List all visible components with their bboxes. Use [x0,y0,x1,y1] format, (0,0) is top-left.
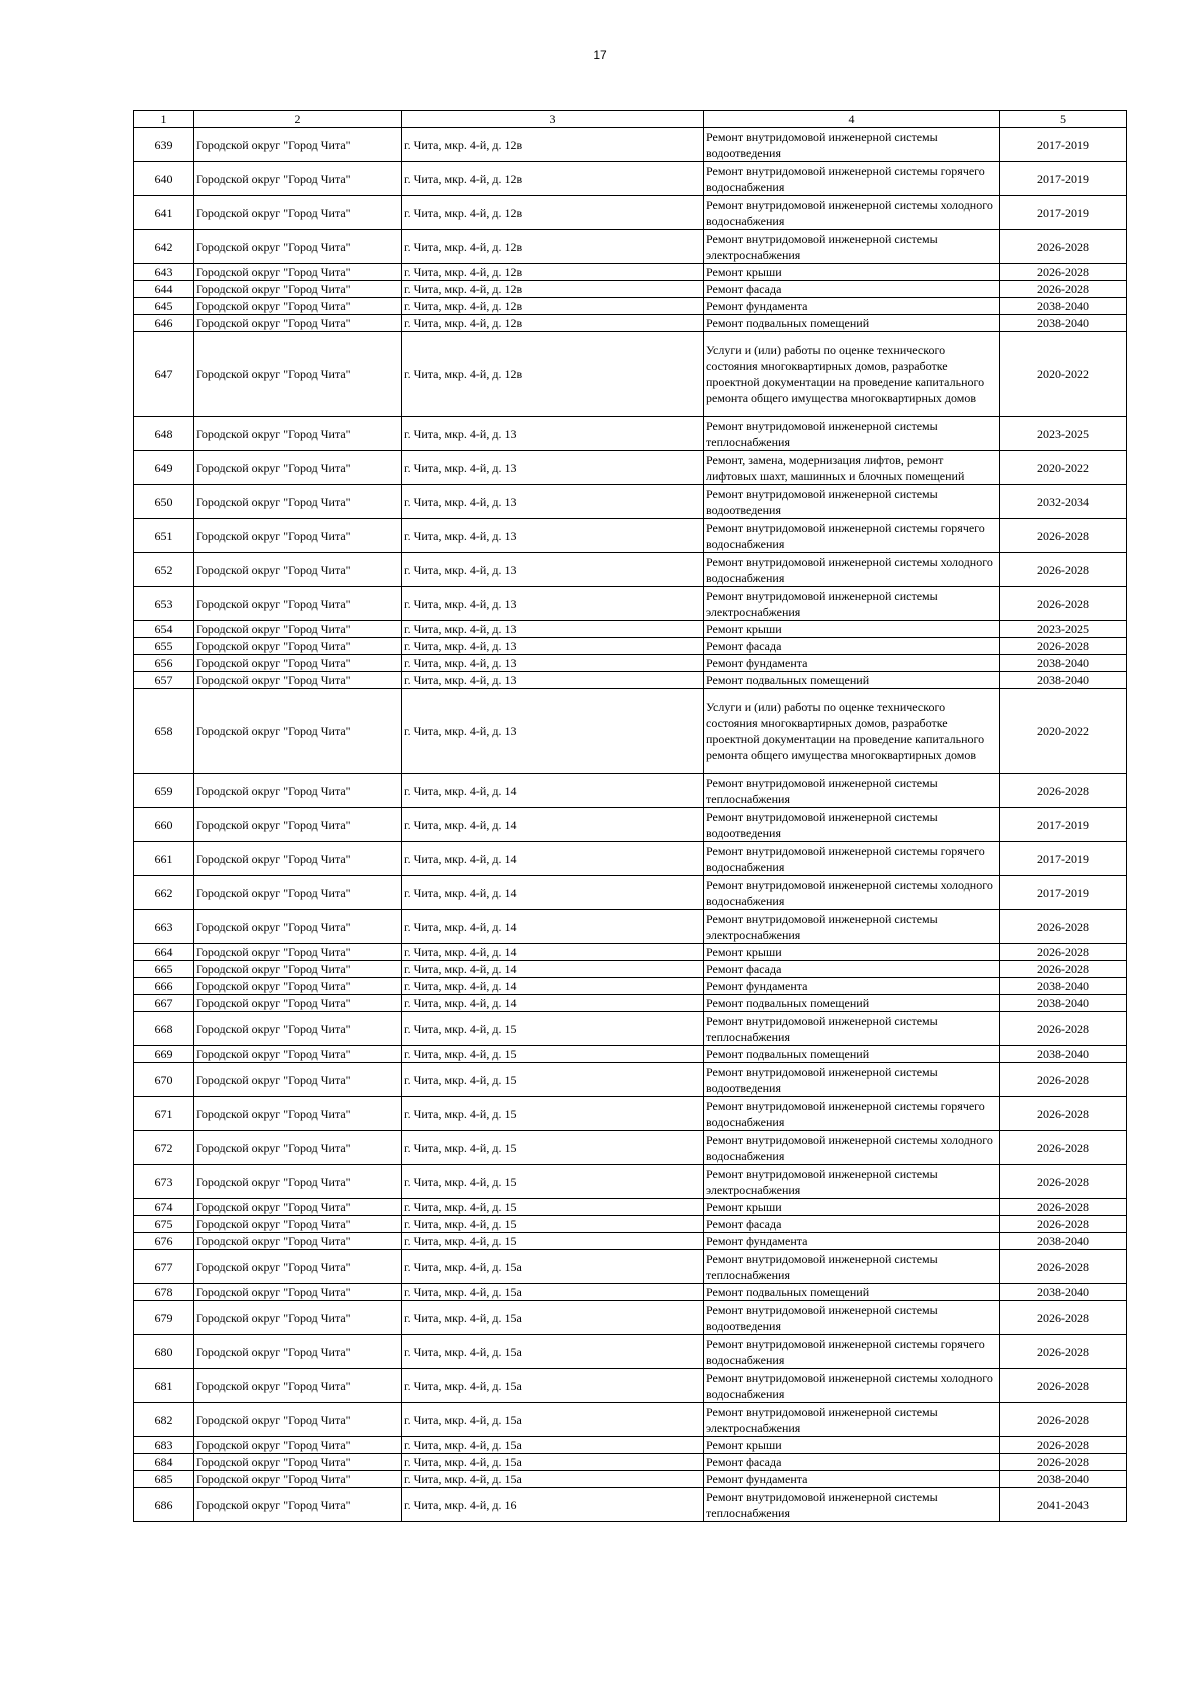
row-number: 675 [134,1216,194,1233]
municipality-cell: Городской округ "Город Чита" [194,1369,402,1403]
work-type-cell: Ремонт внутридомовой инженерной системы электроснабжения [704,910,1000,944]
row-number: 645 [134,298,194,315]
address-cell: г. Чита, мкр. 4-й, д. 13 [402,451,704,485]
address-cell: г. Чита, мкр. 4-й, д. 12в [402,298,704,315]
table-row [134,162,1127,196]
work-type-cell: Ремонт фундамента [704,1471,1000,1488]
address-cell: г. Чита, мкр. 4-й, д. 12в [402,128,704,162]
address-cell: г. Чита, мкр. 4-й, д. 15а [402,1454,704,1471]
municipality-cell: Городской округ "Город Чита" [194,315,402,332]
row-number: 674 [134,1199,194,1216]
row-number: 639 [134,128,194,162]
municipality-cell: Городской округ "Город Чита" [194,1250,402,1284]
work-type-cell: Ремонт внутридомовой инженерной системы водоотведения [704,808,1000,842]
address-cell: г. Чита, мкр. 4-й, д. 14 [402,842,704,876]
work-type-cell: Ремонт фасада [704,638,1000,655]
address-cell: г. Чита, мкр. 4-й, д. 15 [402,1165,704,1199]
municipality-cell: Городской округ "Город Чита" [194,298,402,315]
table-row [134,961,1127,978]
period-cell: 2038-2040 [1000,978,1127,995]
work-type-cell: Ремонт фасада [704,1216,1000,1233]
column-header-1: 1 [134,111,194,128]
row-number: 673 [134,1165,194,1199]
period-cell: 2038-2040 [1000,995,1127,1012]
address-cell: г. Чита, мкр. 4-й, д. 12в [402,332,704,417]
row-number: 654 [134,621,194,638]
table-row [134,995,1127,1012]
municipality-cell: Городской округ "Город Чита" [194,1471,402,1488]
municipality-cell: Городской округ "Город Чита" [194,978,402,995]
address-cell: г. Чита, мкр. 4-й, д. 13 [402,587,704,621]
period-cell: 2020-2022 [1000,689,1127,774]
work-type-cell: Услуги и (или) работы по оценке технического состояния многоквартирных домов, разработке проектной документации на проведение капитального ремонта общего имущества многоквартирных домов [704,332,1000,417]
table-row [134,689,1127,774]
row-number: 644 [134,281,194,298]
row-number: 646 [134,315,194,332]
municipality-cell: Городской округ "Город Чита" [194,1131,402,1165]
table-row [134,1284,1127,1301]
work-type-cell: Ремонт внутридомовой инженерной системы электроснабжения [704,587,1000,621]
row-number: 677 [134,1250,194,1284]
work-type-cell: Ремонт фундамента [704,1233,1000,1250]
period-cell: 2026-2028 [1000,230,1127,264]
period-cell: 2026-2028 [1000,910,1127,944]
address-cell: г. Чита, мкр. 4-й, д. 14 [402,774,704,808]
municipality-cell: Городской округ "Город Чита" [194,196,402,230]
municipality-cell: Городской округ "Город Чита" [194,451,402,485]
row-number: 655 [134,638,194,655]
municipality-cell: Городской округ "Город Чита" [194,162,402,196]
address-cell: г. Чита, мкр. 4-й, д. 15 [402,1216,704,1233]
row-number: 668 [134,1012,194,1046]
table-row [134,298,1127,315]
row-number: 658 [134,689,194,774]
table-row [134,1233,1127,1250]
table-row [134,876,1127,910]
address-cell: г. Чита, мкр. 4-й, д. 12в [402,264,704,281]
table-row [134,1335,1127,1369]
work-type-cell: Ремонт внутридомовой инженерной системы горячего водоснабжения [704,1097,1000,1131]
row-number: 650 [134,485,194,519]
municipality-cell: Городской округ "Город Чита" [194,553,402,587]
period-cell: 2026-2028 [1000,1301,1127,1335]
row-number: 676 [134,1233,194,1250]
table-header [134,111,1127,128]
period-cell: 2020-2022 [1000,332,1127,417]
table-row [134,264,1127,281]
period-cell: 2026-2028 [1000,1437,1127,1454]
period-cell: 2038-2040 [1000,672,1127,689]
municipality-cell: Городской округ "Город Чита" [194,1199,402,1216]
table-row [134,1046,1127,1063]
address-cell: г. Чита, мкр. 4-й, д. 15 [402,1233,704,1250]
municipality-cell: Городской округ "Город Чита" [194,332,402,417]
address-cell: г. Чита, мкр. 4-й, д. 12в [402,230,704,264]
row-number: 678 [134,1284,194,1301]
table-row [134,944,1127,961]
municipality-cell: Городской округ "Город Чита" [194,774,402,808]
work-type-cell: Ремонт внутридомовой инженерной системы теплоснабжения [704,774,1000,808]
table-row [134,1301,1127,1335]
work-type-cell: Ремонт внутридомовой инженерной системы электроснабжения [704,230,1000,264]
table-row [134,1403,1127,1437]
work-type-cell: Ремонт фундамента [704,978,1000,995]
work-type-cell: Услуги и (или) работы по оценке технического состояния многоквартирных домов, разработке проектной документации на проведение капитального ремонта общего имущества многоквартирных домов [704,689,1000,774]
municipality-cell: Городской округ "Город Чита" [194,910,402,944]
period-cell: 2038-2040 [1000,655,1127,672]
table-row [134,315,1127,332]
table-row [134,519,1127,553]
row-number: 681 [134,1369,194,1403]
row-number: 657 [134,672,194,689]
row-number: 640 [134,162,194,196]
period-cell: 2032-2034 [1000,485,1127,519]
period-cell: 2026-2028 [1000,638,1127,655]
work-type-cell: Ремонт фундамента [704,298,1000,315]
period-cell: 2026-2028 [1000,1063,1127,1097]
row-number: 653 [134,587,194,621]
period-cell: 2017-2019 [1000,808,1127,842]
table-row [134,910,1127,944]
municipality-cell: Городской округ "Город Чита" [194,128,402,162]
row-number: 662 [134,876,194,910]
period-cell: 2041-2043 [1000,1488,1127,1522]
period-cell: 2026-2028 [1000,1403,1127,1437]
table-row [134,1250,1127,1284]
period-cell: 2026-2028 [1000,1131,1127,1165]
period-cell: 2017-2019 [1000,162,1127,196]
work-type-cell: Ремонт внутридомовой инженерной системы горячего водоснабжения [704,519,1000,553]
table-row [134,655,1127,672]
row-number: 684 [134,1454,194,1471]
table-row [134,672,1127,689]
row-number: 683 [134,1437,194,1454]
municipality-cell: Городской округ "Город Чита" [194,1301,402,1335]
row-number: 647 [134,332,194,417]
row-number: 664 [134,944,194,961]
address-cell: г. Чита, мкр. 4-й, д. 15а [402,1437,704,1454]
work-type-cell: Ремонт подвальных помещений [704,1046,1000,1063]
work-type-cell: Ремонт внутридомовой инженерной системы холодного водоснабжения [704,1369,1000,1403]
municipality-cell: Городской округ "Город Чита" [194,1063,402,1097]
table-row [134,1454,1127,1471]
address-cell: г. Чита, мкр. 4-й, д. 15 [402,1097,704,1131]
row-number: 649 [134,451,194,485]
work-type-cell: Ремонт внутридомовой инженерной системы холодного водоснабжения [704,876,1000,910]
table-row [134,587,1127,621]
table-row [134,230,1127,264]
work-type-cell: Ремонт подвальных помещений [704,315,1000,332]
row-number: 648 [134,417,194,451]
municipality-cell: Городской округ "Город Чита" [194,519,402,553]
work-type-cell: Ремонт фундамента [704,655,1000,672]
work-type-cell: Ремонт внутридомовой инженерной системы теплоснабжения [704,1250,1000,1284]
address-cell: г. Чита, мкр. 4-й, д. 14 [402,808,704,842]
period-cell: 2017-2019 [1000,842,1127,876]
column-number-row [134,111,1127,128]
table-row [134,1097,1127,1131]
address-cell: г. Чита, мкр. 4-й, д. 15 [402,1012,704,1046]
work-type-cell: Ремонт внутридомовой инженерной системы водоотведения [704,1063,1000,1097]
row-number: 685 [134,1471,194,1488]
table-row [134,978,1127,995]
period-cell: 2026-2028 [1000,1165,1127,1199]
period-cell: 2020-2022 [1000,451,1127,485]
period-cell: 2026-2028 [1000,519,1127,553]
period-cell: 2026-2028 [1000,1012,1127,1046]
table-row [134,1131,1127,1165]
register-table [133,110,1127,1522]
row-number: 686 [134,1488,194,1522]
address-cell: г. Чита, мкр. 4-й, д. 15а [402,1471,704,1488]
period-cell: 2026-2028 [1000,1369,1127,1403]
table-row [134,485,1127,519]
address-cell: г. Чита, мкр. 4-й, д. 13 [402,417,704,451]
table-row [134,451,1127,485]
row-number: 659 [134,774,194,808]
work-type-cell: Ремонт внутридомовой инженерной системы холодного водоснабжения [704,196,1000,230]
address-cell: г. Чита, мкр. 4-й, д. 15а [402,1335,704,1369]
table-row [134,621,1127,638]
municipality-cell: Городской округ "Город Чита" [194,621,402,638]
work-type-cell: Ремонт внутридомовой инженерной системы холодного водоснабжения [704,1131,1000,1165]
work-type-cell: Ремонт внутридомовой инженерной системы теплоснабжения [704,1488,1000,1522]
municipality-cell: Городской округ "Город Чита" [194,842,402,876]
period-cell: 2026-2028 [1000,1454,1127,1471]
period-cell: 2038-2040 [1000,315,1127,332]
municipality-cell: Городской округ "Город Чита" [194,587,402,621]
work-type-cell: Ремонт, замена, модернизация лифтов, ремонт лифтовых шахт, машинных и блочных помещений [704,451,1000,485]
municipality-cell: Городской округ "Город Чита" [194,876,402,910]
row-number: 656 [134,655,194,672]
work-type-cell: Ремонт фасада [704,281,1000,298]
municipality-cell: Городской округ "Город Чита" [194,995,402,1012]
work-type-cell: Ремонт внутридомовой инженерной системы холодного водоснабжения [704,553,1000,587]
municipality-cell: Городской округ "Город Чита" [194,672,402,689]
period-cell: 2026-2028 [1000,264,1127,281]
work-type-cell: Ремонт подвальных помещений [704,995,1000,1012]
address-cell: г. Чита, мкр. 4-й, д. 15а [402,1403,704,1437]
municipality-cell: Городской округ "Город Чита" [194,808,402,842]
address-cell: г. Чита, мкр. 4-й, д. 15а [402,1284,704,1301]
table-row [134,128,1127,162]
municipality-cell: Городской округ "Город Чита" [194,655,402,672]
work-type-cell: Ремонт крыши [704,621,1000,638]
work-type-cell: Ремонт крыши [704,264,1000,281]
address-cell: г. Чита, мкр. 4-й, д. 13 [402,655,704,672]
table-row [134,1471,1127,1488]
municipality-cell: Городской округ "Город Чита" [194,638,402,655]
period-cell: 2017-2019 [1000,876,1127,910]
row-number: 652 [134,553,194,587]
municipality-cell: Городской округ "Город Чита" [194,1216,402,1233]
period-cell: 2026-2028 [1000,944,1127,961]
table-row [134,1165,1127,1199]
address-cell: г. Чита, мкр. 4-й, д. 15 [402,1199,704,1216]
address-cell: г. Чита, мкр. 4-й, д. 13 [402,638,704,655]
municipality-cell: Городской округ "Город Чита" [194,485,402,519]
row-number: 642 [134,230,194,264]
period-cell: 2038-2040 [1000,1284,1127,1301]
table-row [134,1012,1127,1046]
municipality-cell: Городской округ "Город Чита" [194,1165,402,1199]
work-type-cell: Ремонт фасада [704,1454,1000,1471]
address-cell: г. Чита, мкр. 4-й, д. 13 [402,519,704,553]
work-type-cell: Ремонт внутридомовой инженерной системы электроснабжения [704,1165,1000,1199]
table-row [134,1369,1127,1403]
column-header-5: 5 [1000,111,1127,128]
period-cell: 2023-2025 [1000,621,1127,638]
address-cell: г. Чита, мкр. 4-й, д. 15 [402,1063,704,1097]
period-cell: 2017-2019 [1000,128,1127,162]
municipality-cell: Городской округ "Город Чита" [194,1335,402,1369]
table-row [134,196,1127,230]
work-type-cell: Ремонт внутридомовой инженерной системы теплоснабжения [704,417,1000,451]
table-row [134,1216,1127,1233]
address-cell: г. Чита, мкр. 4-й, д. 12в [402,162,704,196]
table-row [134,1063,1127,1097]
column-header-4: 4 [704,111,1000,128]
row-number: 651 [134,519,194,553]
municipality-cell: Городской округ "Город Чита" [194,1403,402,1437]
municipality-cell: Городской округ "Город Чита" [194,1454,402,1471]
row-number: 660 [134,808,194,842]
row-number: 671 [134,1097,194,1131]
municipality-cell: Городской округ "Город Чита" [194,689,402,774]
municipality-cell: Городской округ "Город Чита" [194,961,402,978]
period-cell: 2026-2028 [1000,1250,1127,1284]
municipality-cell: Городской округ "Город Чита" [194,230,402,264]
period-cell: 2038-2040 [1000,1233,1127,1250]
period-cell: 2038-2040 [1000,1471,1127,1488]
row-number: 666 [134,978,194,995]
address-cell: г. Чита, мкр. 4-й, д. 13 [402,553,704,587]
municipality-cell: Городской округ "Город Чита" [194,1097,402,1131]
municipality-cell: Городской округ "Город Чита" [194,944,402,961]
address-cell: г. Чита, мкр. 4-й, д. 14 [402,995,704,1012]
period-cell: 2026-2028 [1000,553,1127,587]
period-cell: 2023-2025 [1000,417,1127,451]
table-row [134,638,1127,655]
period-cell: 2026-2028 [1000,281,1127,298]
row-number: 672 [134,1131,194,1165]
work-type-cell: Ремонт внутридомовой инженерной системы теплоснабжения [704,1012,1000,1046]
work-type-cell: Ремонт крыши [704,944,1000,961]
municipality-cell: Городской округ "Город Чита" [194,417,402,451]
address-cell: г. Чита, мкр. 4-й, д. 15 [402,1131,704,1165]
municipality-cell: Городской округ "Город Чита" [194,1437,402,1454]
table-row [134,808,1127,842]
table-row [134,332,1127,417]
address-cell: г. Чита, мкр. 4-й, д. 16 [402,1488,704,1522]
table-row [134,281,1127,298]
period-cell: 2038-2040 [1000,298,1127,315]
period-cell: 2026-2028 [1000,961,1127,978]
work-type-cell: Ремонт внутридомовой инженерной системы электроснабжения [704,1403,1000,1437]
address-cell: г. Чита, мкр. 4-й, д. 14 [402,876,704,910]
table-row [134,1488,1127,1522]
table-row [134,842,1127,876]
row-number: 641 [134,196,194,230]
address-cell: г. Чита, мкр. 4-й, д. 13 [402,689,704,774]
period-cell: 2026-2028 [1000,1097,1127,1131]
municipality-cell: Городской округ "Город Чита" [194,1046,402,1063]
period-cell: 2026-2028 [1000,1199,1127,1216]
row-number: 679 [134,1301,194,1335]
address-cell: г. Чита, мкр. 4-й, д. 14 [402,978,704,995]
work-type-cell: Ремонт подвальных помещений [704,672,1000,689]
work-type-cell: Ремонт внутридомовой инженерной системы водоотведения [704,128,1000,162]
address-cell: г. Чита, мкр. 4-й, д. 14 [402,910,704,944]
address-cell: г. Чита, мкр. 4-й, д. 12в [402,196,704,230]
municipality-cell: Городской округ "Город Чита" [194,1233,402,1250]
row-number: 667 [134,995,194,1012]
address-cell: г. Чита, мкр. 4-й, д. 13 [402,485,704,519]
work-type-cell: Ремонт подвальных помещений [704,1284,1000,1301]
page-number: 17 [593,48,607,62]
work-type-cell: Ремонт внутридомовой инженерной системы водоотведения [704,1301,1000,1335]
period-cell: 2026-2028 [1000,774,1127,808]
municipality-cell: Городской округ "Город Чита" [194,1012,402,1046]
address-cell: г. Чита, мкр. 4-й, д. 14 [402,944,704,961]
table-row [134,1199,1127,1216]
column-header-3: 3 [402,111,704,128]
work-type-cell: Ремонт фасада [704,961,1000,978]
table-row [134,774,1127,808]
address-cell: г. Чита, мкр. 4-й, д. 15а [402,1369,704,1403]
work-type-cell: Ремонт крыши [704,1437,1000,1454]
row-number: 669 [134,1046,194,1063]
column-header-2: 2 [194,111,402,128]
address-cell: г. Чита, мкр. 4-й, д. 14 [402,961,704,978]
row-number: 670 [134,1063,194,1097]
work-type-cell: Ремонт внутридомовой инженерной системы горячего водоснабжения [704,842,1000,876]
row-number: 661 [134,842,194,876]
row-number: 643 [134,264,194,281]
municipality-cell: Городской округ "Город Чита" [194,264,402,281]
address-cell: г. Чита, мкр. 4-й, д. 13 [402,672,704,689]
work-type-cell: Ремонт внутридомовой инженерной системы горячего водоснабжения [704,162,1000,196]
table-body [134,128,1127,1522]
row-number: 682 [134,1403,194,1437]
address-cell: г. Чита, мкр. 4-й, д. 12в [402,315,704,332]
municipality-cell: Городской округ "Город Чита" [194,281,402,298]
row-number: 663 [134,910,194,944]
period-cell: 2026-2028 [1000,1216,1127,1233]
address-cell: г. Чита, мкр. 4-й, д. 12в [402,281,704,298]
period-cell: 2026-2028 [1000,1335,1127,1369]
row-number: 680 [134,1335,194,1369]
period-cell: 2026-2028 [1000,587,1127,621]
row-number: 665 [134,961,194,978]
period-cell: 2038-2040 [1000,1046,1127,1063]
work-type-cell: Ремонт крыши [704,1199,1000,1216]
municipality-cell: Городской округ "Город Чита" [194,1284,402,1301]
address-cell: г. Чита, мкр. 4-й, д. 15а [402,1301,704,1335]
work-type-cell: Ремонт внутридомовой инженерной системы горячего водоснабжения [704,1335,1000,1369]
work-type-cell: Ремонт внутридомовой инженерной системы водоотведения [704,485,1000,519]
municipality-cell: Городской округ "Город Чита" [194,1488,402,1522]
table-row [134,1437,1127,1454]
address-cell: г. Чита, мкр. 4-й, д. 15 [402,1046,704,1063]
period-cell: 2017-2019 [1000,196,1127,230]
table-row [134,417,1127,451]
address-cell: г. Чита, мкр. 4-й, д. 15а [402,1250,704,1284]
address-cell: г. Чита, мкр. 4-й, д. 13 [402,621,704,638]
table-row [134,553,1127,587]
